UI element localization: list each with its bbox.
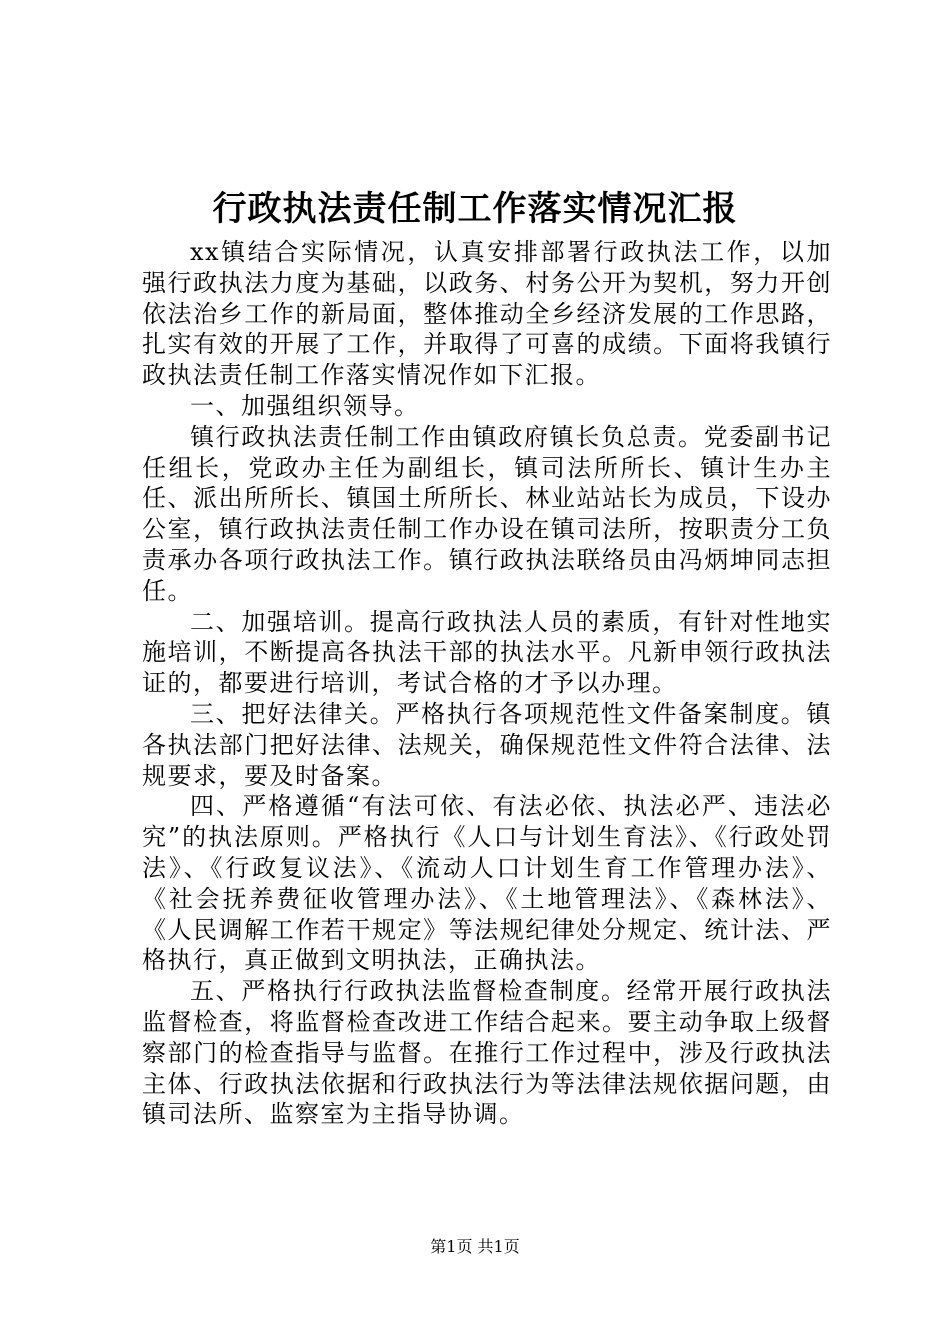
paragraph-training: 二、加强培训。提高行政执法人员的素质，有针对性地实施培训，不断提高各执法干部的执法水平。凡新申领行政执法证的，都要进行培训，考试合格的才予以办理。 — [142, 607, 832, 698]
page-number: 第1页 — [430, 1237, 473, 1256]
paragraph-organization: 镇行政执法责任制工作由镇政府镇长负总责。党委副书记任组长，党政办主任为副组长，镇司法所所长、镇计生办主任、派出所所长、镇国土所所长、林业站站长为成员，下设办公室，镇行政执法责任制工作办设在镇司法所，按职责分工负责承办各项行政执法工作。镇行政执法联络员由冯炳坤同志担任。 — [142, 422, 832, 605]
page-footer — [0, 1236, 950, 1258]
paragraph-intro: xx镇结合实际情况，认真安排部署行政执法工作，以加强行政执法力度为基础，以政务、村务公开为契机，努力开创依法治乡工作的新局面，整体推动全乡经济发展的工作思路，扎实有效的开展了工作，并取得了可喜的成绩。下面将我镇行政执法责任制工作落实情况作如下汇报。 — [142, 238, 832, 390]
paragraph-supervision: 五、严格执行行政执法监督检查制度。经常开展行政执法监督检查，将监督检查改进工作结合起来。要主动争取上级督察部门的检查指导与监督。在推行工作过程中，涉及行政执法主体、行政执法依据和行政执法行为等法律法规依据问题，由镇司法所、监察室为主指导协调。 — [142, 977, 832, 1129]
page-total: 共1页 — [477, 1237, 520, 1256]
paragraph-legal-review: 三、把好法律关。严格执行各项规范性文件备案制度。镇各执法部门把好法律、法规关，确保规范性文件符合法律、法规要求，要及时备案。 — [142, 699, 832, 790]
document-body — [142, 237, 832, 1130]
paragraph-section-1-heading: 一、加强组织领导。 — [190, 391, 420, 420]
paragraph-principles: 四、严格遵循“有法可依、有法必依、执法必严、违法必究”的执法原则。严格执行《人口与计划生育法》、《行政处罚法》、《行政复议法》、《流动人口计划生育工作管理办法》、《社会抚养费征收管理办法》、《土地管理法》、《森林法》、《人民调解工作若干规定》等法规纪律处分规定、统计法、严格执行，真正做到文明执法，正确执法。 — [142, 792, 832, 975]
document-title: 行政执法责任制工作落实情况汇报 — [212, 189, 738, 229]
